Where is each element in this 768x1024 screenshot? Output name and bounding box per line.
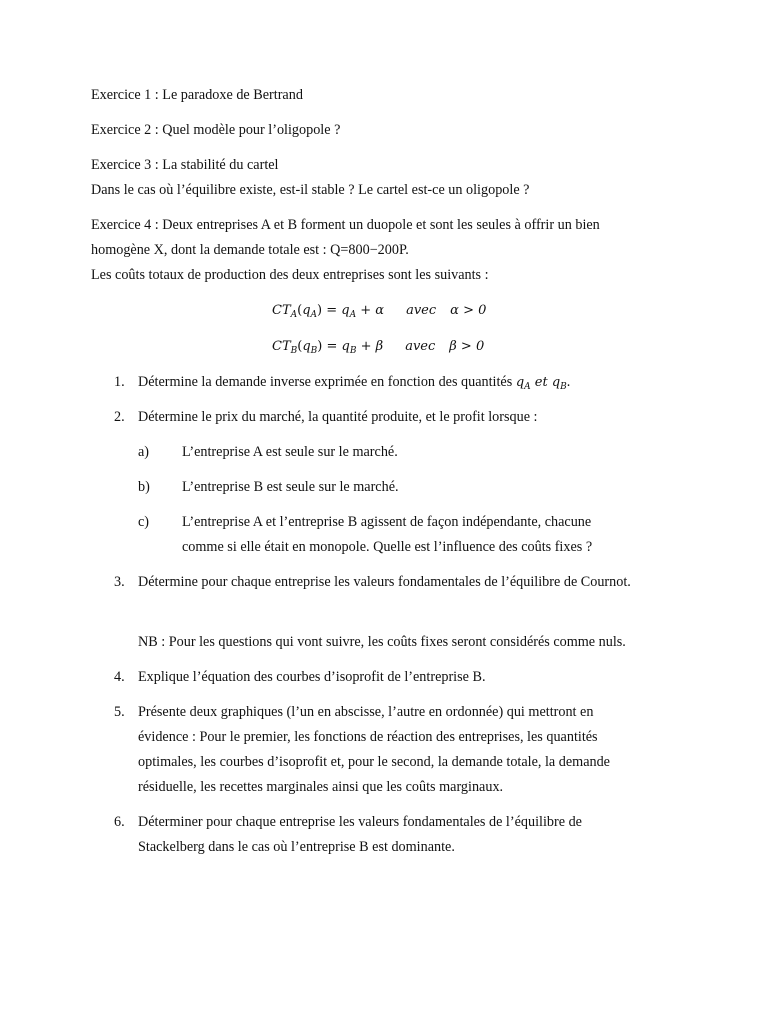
question-2-text: Détermine le prix du marché, la quantité produite, et le profit lorsque : [138, 409, 538, 425]
question-6-number: 6. [114, 814, 125, 830]
question-2b-text: L’entreprise B est seule sur le marché. [182, 479, 399, 495]
cost-equation-b: $CT_B(q_B) = q_B + \beta$ avec β > 0 [272, 339, 485, 356]
question-2a-label: a) [138, 444, 150, 460]
cost-equation-a: $CT_A(q_A) = q_A + \alpha$ avec α > 0 [272, 303, 487, 320]
question-2c-line2: comme si elle était en monopole. Quelle est l’influence des coûts fixes ? [182, 539, 593, 555]
question-4-text: Explique l’équation des courbes d’isoprofit de l’entreprise B. [138, 669, 486, 685]
question-5-number: 5. [114, 704, 125, 720]
question-2-number: 2. [114, 409, 125, 425]
exercise-4-intro-line3: Les coûts totaux de production des deux entreprises sont les suivants : [91, 267, 489, 283]
exercise-3-title: Exercice 3 : La stabilité du cartel [91, 157, 279, 173]
question-5-line1: Présente deux graphiques (l’un en abscisse, l’autre en ordonnée) qui mettront en [138, 704, 594, 720]
exercise-4-intro-line2: homogène X, dont la demande totale est : Q=800−200P. [91, 242, 409, 258]
question-1-text: Détermine la demande inverse exprimée en fonction des quantités $q_A$ et $q_B$. [138, 374, 571, 392]
exercise-4-intro-line1: Exercice 4 : Deux entreprises A et B forment un duopole et sont les seules à offrir un bien [91, 217, 600, 233]
exercise-1-title: Exercice 1 : Le paradoxe de Bertrand [91, 87, 303, 103]
question-2c-line1: L’entreprise A et l’entreprise B agissent de façon indépendante, chacune [182, 514, 592, 530]
question-2c-label: c) [138, 514, 150, 530]
question-2b-label: b) [138, 479, 150, 495]
question-4-number: 4. [114, 669, 125, 685]
nb-note: NB : Pour les questions qui vont suivre, les coûts fixes seront considérés comme nuls. [138, 634, 626, 650]
question-6-line2: Stackelberg dans le cas où l’entreprise B est dominante. [138, 839, 455, 855]
question-5-line3: optimales, les courbes d’isoprofit et, pour le second, la demande totale, la demande [138, 754, 610, 770]
exercise-2-title: Exercice 2 : Quel modèle pour l’oligopole ? [91, 122, 341, 138]
question-6-line1: Déterminer pour chaque entreprise les valeurs fondamentales de l’équilibre de [138, 814, 582, 830]
exercise-3-text: Dans le cas où l’équilibre existe, est-il stable ? Le cartel est-ce un oligopole ? [91, 182, 530, 198]
question-3-text: Détermine pour chaque entreprise les valeurs fondamentales de l’équilibre de Cournot. [138, 574, 631, 590]
question-5-line2: évidence : Pour le premier, les fonctions de réaction des entreprises, les quantités [138, 729, 598, 745]
question-2a-text: L’entreprise A est seule sur le marché. [182, 444, 398, 460]
question-1-number: 1. [114, 374, 125, 390]
question-5-line4: résiduelle, les recettes marginales ainsi que les coûts marginaux. [138, 779, 504, 795]
question-3-number: 3. [114, 574, 125, 590]
